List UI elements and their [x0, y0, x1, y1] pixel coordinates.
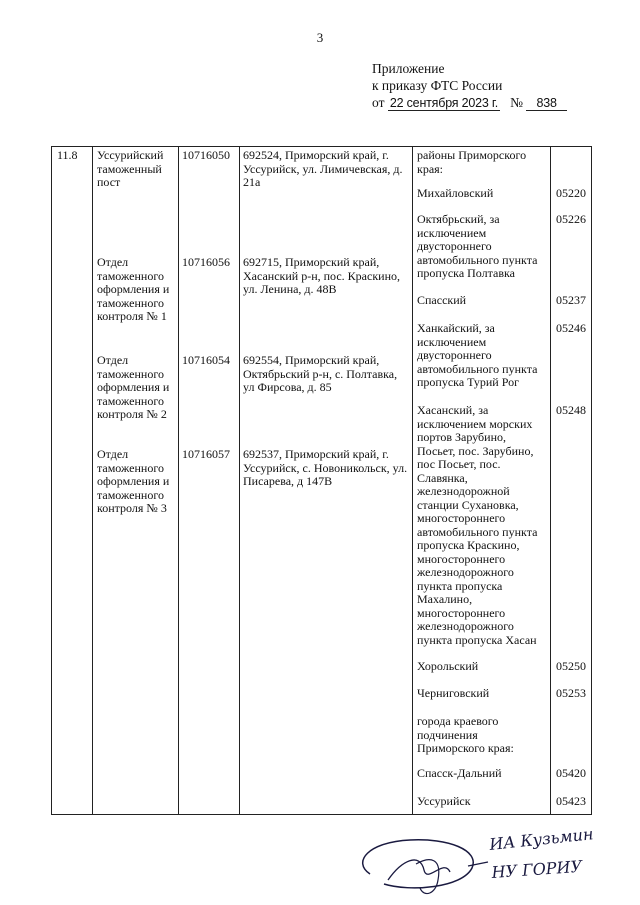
post-name: Отдел таможенного оформления и таможенного контроля № 2: [97, 353, 170, 421]
appendix-from: от: [372, 95, 385, 110]
page-number: 3: [316, 30, 324, 45]
column-divider: [412, 147, 413, 814]
district-name: Ханкайский, за исключением двустороннего автомобильного пункта пропуска Турий Рог: [417, 321, 538, 389]
post-code: 10716056: [182, 255, 230, 269]
post-name: Отдел таможенного оформления и таможенного контроля № 3: [97, 447, 170, 515]
post-address: 692524, Приморский край, г. Уссурийск, ул. Лимичевская, д. 21а: [243, 148, 403, 189]
column-divider: [550, 147, 551, 814]
appendix-title: Приложение: [372, 61, 445, 76]
districts-header: районы Приморского края:: [417, 148, 527, 176]
appendix-header: [372, 60, 567, 112]
post-code: 10716050: [182, 148, 230, 162]
post-code: 10716057: [182, 447, 230, 461]
district-code: 05250: [556, 659, 586, 673]
district-code: 05246: [556, 321, 586, 335]
appendix-number: 838: [526, 96, 566, 111]
column-divider: [92, 147, 93, 814]
appendix-order: к приказу ФТС России: [372, 78, 503, 93]
column-divider: [239, 147, 240, 814]
post-name: Отдел таможенного оформления и таможенного контроля № 1: [97, 255, 170, 323]
district-name: Хасанский, за исключением морских портов Зарубино, Посьет, пос. Зарубино, пос Посьет, пос. Славянка, железнодорожной станции Сухановка, многостороннего автомобильного пункта пропуска Краскино, многостороннего железнодорожного пункта пропуска Махалино, многостороннего железнодорожного пункта пропуска Хасан: [417, 403, 538, 647]
district-code: 05226: [556, 212, 586, 226]
district-code: 05248: [556, 403, 586, 417]
district-name: Спасский: [417, 293, 467, 307]
appendix-date: 22 сентября 2023 г.: [389, 96, 499, 110]
post-address: 692537, Приморский край, г. Уссурийск, с. Новоникольск, ул. Писарева, д 147В: [243, 447, 408, 488]
cities-header: города краевого подчинения Приморского края:: [417, 714, 514, 755]
post-name: Уссурийский таможенный пост: [97, 148, 164, 189]
district-code: 05220: [556, 186, 586, 200]
appendix-date-line: [372, 94, 567, 112]
column-divider: [178, 147, 179, 814]
appendix-number-sign: №: [510, 95, 524, 110]
district-code: 05237: [556, 293, 586, 307]
row-number: 11.8: [57, 148, 78, 162]
city-code: 05423: [556, 794, 586, 808]
city-code: 05420: [556, 766, 586, 780]
signature-note-line2: НУ ГОРИУ: [490, 856, 583, 882]
district-name: Михайловский: [417, 186, 494, 200]
city-name: Спасск-Дальний: [417, 766, 502, 780]
signature-note-line1: ИА Кузьмин: [488, 824, 595, 854]
district-name: Октябрьский, за исключением двустороннего автомобильного пункта пропуска Полтавка: [417, 212, 538, 280]
district-code: 05253: [556, 686, 586, 700]
post-address: 692715, Приморский край, Хасанский р-н, пос. Краскино, ул. Ленина, д. 48В: [243, 255, 401, 296]
post-address: 692554, Приморский край, Октябрьский р-н, с. Полтавка, ул Фирсова, д. 85: [243, 353, 398, 394]
handwritten-signature: [350, 822, 630, 900]
district-name: Черниговский: [417, 686, 490, 700]
city-name: Уссурийск: [417, 794, 471, 808]
post-code: 10716054: [182, 353, 230, 367]
customs-table: [51, 146, 592, 815]
district-name: Хорольский: [417, 659, 479, 673]
